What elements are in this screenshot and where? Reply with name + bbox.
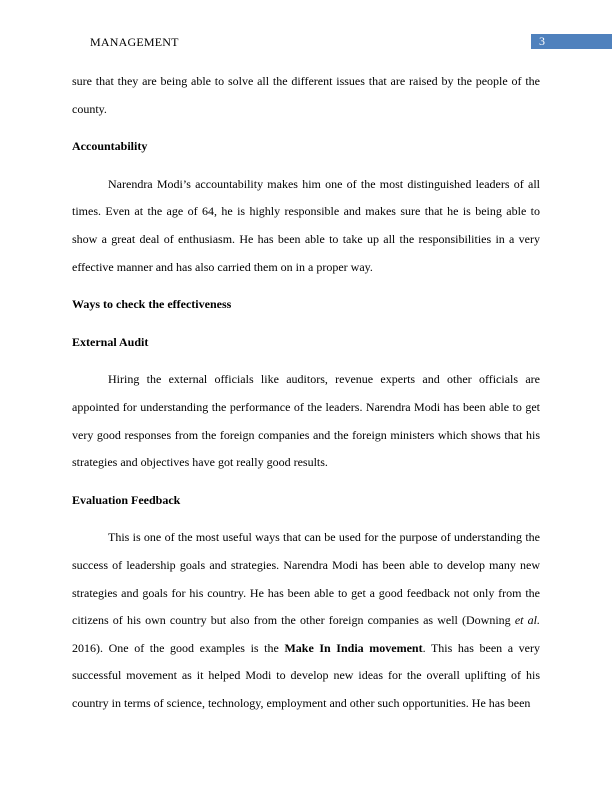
- citation-et-al: et al.: [514, 613, 540, 628]
- page-number: 3: [539, 34, 545, 48]
- paragraph-accountability: Narendra Modi’s accountability makes him one of the most distinguished leaders of all times. Even at the age of 64, he is highly responsible and makes sure that he is being able to show a great deal of enthusiasm. He has been able to take up all the responsibilities in a very effective manner and has also carried them on in a proper way.: [72, 176, 540, 274]
- page-number-badge: [531, 34, 612, 49]
- text-run: This is one of the most useful ways that can be used for the purpose of understanding the success of leadership goals and strategies. Narendra Modi has been able to develop many new strategies and goals for his country. He has been able to get a good feedback not only from the citizens of his own country but also from the other foreign companies as well (Downing: [72, 530, 540, 628]
- paragraph-external-audit: Hiring the external officials like auditors, revenue experts and other officials are appointed for understanding the performance of the leaders. Narendra Modi has been able to get very good responses from the foreign companies and the foreign ministers which shows that his strategies and objectives have got really good results.: [72, 372, 540, 470]
- paragraph-evaluation-feedback: [72, 524, 540, 717]
- heading-accountability: Accountability: [72, 139, 148, 154]
- heading-evaluation-feedback: Evaluation Feedback: [72, 492, 181, 507]
- heading-external-audit: External Audit: [72, 334, 149, 349]
- document-body: [72, 68, 540, 717]
- text-run: 2016). One of the good examples is the: [72, 640, 285, 655]
- make-in-india-emphasis: Make In India movement: [284, 640, 423, 655]
- paragraph-continued: sure that they are being able to solve all the different issues that are raised by the people of the county.: [72, 74, 540, 116]
- heading-ways-to-check: Ways to check the effectiveness: [72, 297, 232, 312]
- text-run: . This has been a very successful movement as it helped Modi to develop new ideas for the overall uplifting of his country in terms of science, technology, employment and other such opportunities. He has been: [72, 640, 540, 710]
- header-title: MANAGEMENT: [90, 35, 179, 49]
